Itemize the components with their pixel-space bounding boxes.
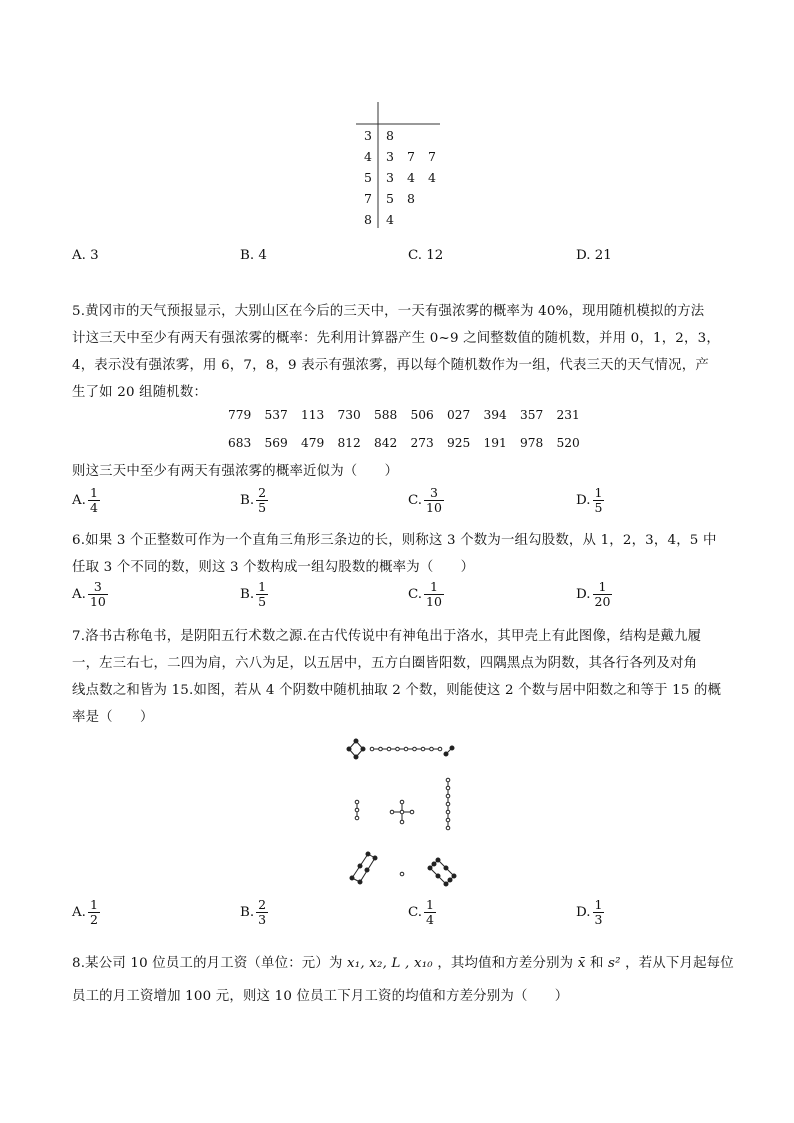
q4-options [72,248,632,284]
leaf: 7 [428,149,436,164]
top-right-yin-two [444,746,454,756]
random-number: 925 [447,436,471,450]
luoshu-figure [340,738,470,888]
leaf: 3 [386,170,394,185]
right-yang-seven [446,778,450,830]
top-left-yin-diamond [347,739,365,759]
q8-line-2: 员工的月工资增加 100 元，则这 10 位员工下月工资的均值和方差分别为（ ） [72,989,569,1004]
q5-option-b[interactable]: B. $\frac{2}{5}$ [240,485,267,515]
q6-line-2: 任取 3 个不同的数，则这 3 个数构成一组勾股数的概率为（ ） [72,560,475,575]
random-number: 506 [410,408,434,422]
q7-option-b[interactable]: B. $\frac{2}{3}$ [240,897,267,927]
stem-3: 7 [364,191,372,206]
center-yang-five [390,800,414,824]
random-number: 027 [447,408,471,422]
q7-line-1: 7.洛书古称龟书，是阴阳五行术数之源.在古代传说中有神龟出于洛水，其甲壳上有此图像，结构是戴九履 [72,629,702,644]
q7-line-3: 线点数之和皆为 15.如图，若从 4 个阴数中随机抽取 2 个数，则能使这 2 个数与居中阳数之和等于 15 的概 [72,683,722,698]
q8-line-1: 8.某公司 10 位员工的月工资（单位：元）为 x₁, x₂, L , x₁₀ ，其均值和方差分别为 x̄ 和 s² ，若从下月起每位 [72,956,734,971]
bottom-right-yin-eight [428,858,456,886]
q5-line-4: 生了如 20 组随机数： [72,385,208,400]
random-number: 779 [228,408,252,422]
q6-line-1: 6.如果 3 个正整数可作为一个直角三角形三条边的长，则称这 3 个数为一组勾股数，从 1，2，3，4，5 中 [72,533,717,548]
q6-option-c[interactable]: C. $\frac{1}{10}$ [408,579,442,609]
q4-option-c[interactable]: C. 12 [408,248,444,263]
random-number: 231 [556,408,580,422]
random-number: 113 [301,408,325,422]
random-number: 683 [228,436,252,450]
random-number: 569 [264,436,288,450]
random-number: 191 [483,436,507,450]
q7-line-2: 一，左三右七，二四为肩，六八为足，以五居中，五方白圈皆阳数，四隅黑点为阴数，其各行各列及对角 [72,656,698,671]
random-number: 588 [374,408,398,422]
q6-options [72,580,632,616]
stem-2: 5 [364,170,372,185]
q7-options [72,898,632,934]
random-number: 479 [301,436,325,450]
q4-option-b[interactable]: B. 4 [240,248,267,263]
random-number: 537 [264,408,288,422]
left-yang-three [355,800,359,820]
q5-options [72,486,632,522]
q7-option-a[interactable]: A. $\frac{1}{2}$ [72,897,98,927]
bottom-left-yin-six [350,852,377,884]
q8-mean-symbol: x̄ [577,956,586,971]
random-number: 357 [520,408,544,422]
q7-option-c[interactable]: C. $\frac{1}{4}$ [408,897,434,927]
q7-line-4: 率是（ ） [72,710,154,725]
q5-option-c[interactable]: C. $\frac{3}{10}$ [408,485,442,515]
leaf: 4 [428,170,436,185]
q8-variance-symbol: s² [608,956,621,971]
leaf: 3 [386,149,394,164]
q8-salary-vars: x₁, x₂, L , x₁₀ [347,956,433,971]
q5-option-a[interactable]: A. $\frac{1}{4}$ [72,485,98,515]
top-yang-nine [370,747,442,751]
leaf: 4 [386,212,394,227]
leaf: 4 [407,170,415,185]
random-number: 394 [483,408,507,422]
random-number: 842 [374,436,398,450]
q5-option-d[interactable]: D. $\frac{1}{5}$ [576,485,603,515]
q5-line-3: 4，表示没有强浓雾，用 6，7，8，9 表示有强浓雾，再以每个随机数作为一组，代表三天的天气情况，产 [72,358,709,373]
random-number: 730 [337,408,361,422]
q7-option-d[interactable]: D. $\frac{1}{3}$ [576,897,603,927]
q5-question: 则这三天中至少有两天有强浓雾的概率近似为（ ） [72,464,399,479]
stem-0: 3 [364,128,372,143]
q6-option-d[interactable]: D. $\frac{1}{20}$ [576,579,611,609]
q4-option-a[interactable]: A. 3 [72,248,99,263]
q6-option-a[interactable]: A. $\frac{3}{10}$ [72,579,106,609]
stem-4: 8 [364,212,372,227]
stem-1: 4 [364,149,372,164]
leaf: 7 [407,149,415,164]
stem-leaf-plot [352,102,448,232]
leaf: 8 [386,128,394,143]
leaf: 8 [407,191,415,206]
random-number: 273 [410,436,434,450]
leaf: 5 [386,191,394,206]
q5-random-row-1 [228,408,593,422]
random-number: 978 [520,436,544,450]
random-number: 812 [337,436,361,450]
q5-random-row-2 [228,436,593,450]
q5-line-2: 计这三天中至少有两天有强浓雾的概率：先利用计算器产生 0~9 之间整数值的随机数，并用 0，1，2，3， [72,331,720,346]
q5-line-1: 5.黄冈市的天气预报显示，大别山区在今后的三天中，一天有强浓雾的概率为 40%，现用随机模拟的方法 [72,304,705,319]
random-number: 520 [556,436,580,450]
q6-option-b[interactable]: B. $\frac{1}{5}$ [240,579,267,609]
bottom-yang-one [400,872,404,876]
q4-option-d[interactable]: D. 21 [576,248,612,263]
